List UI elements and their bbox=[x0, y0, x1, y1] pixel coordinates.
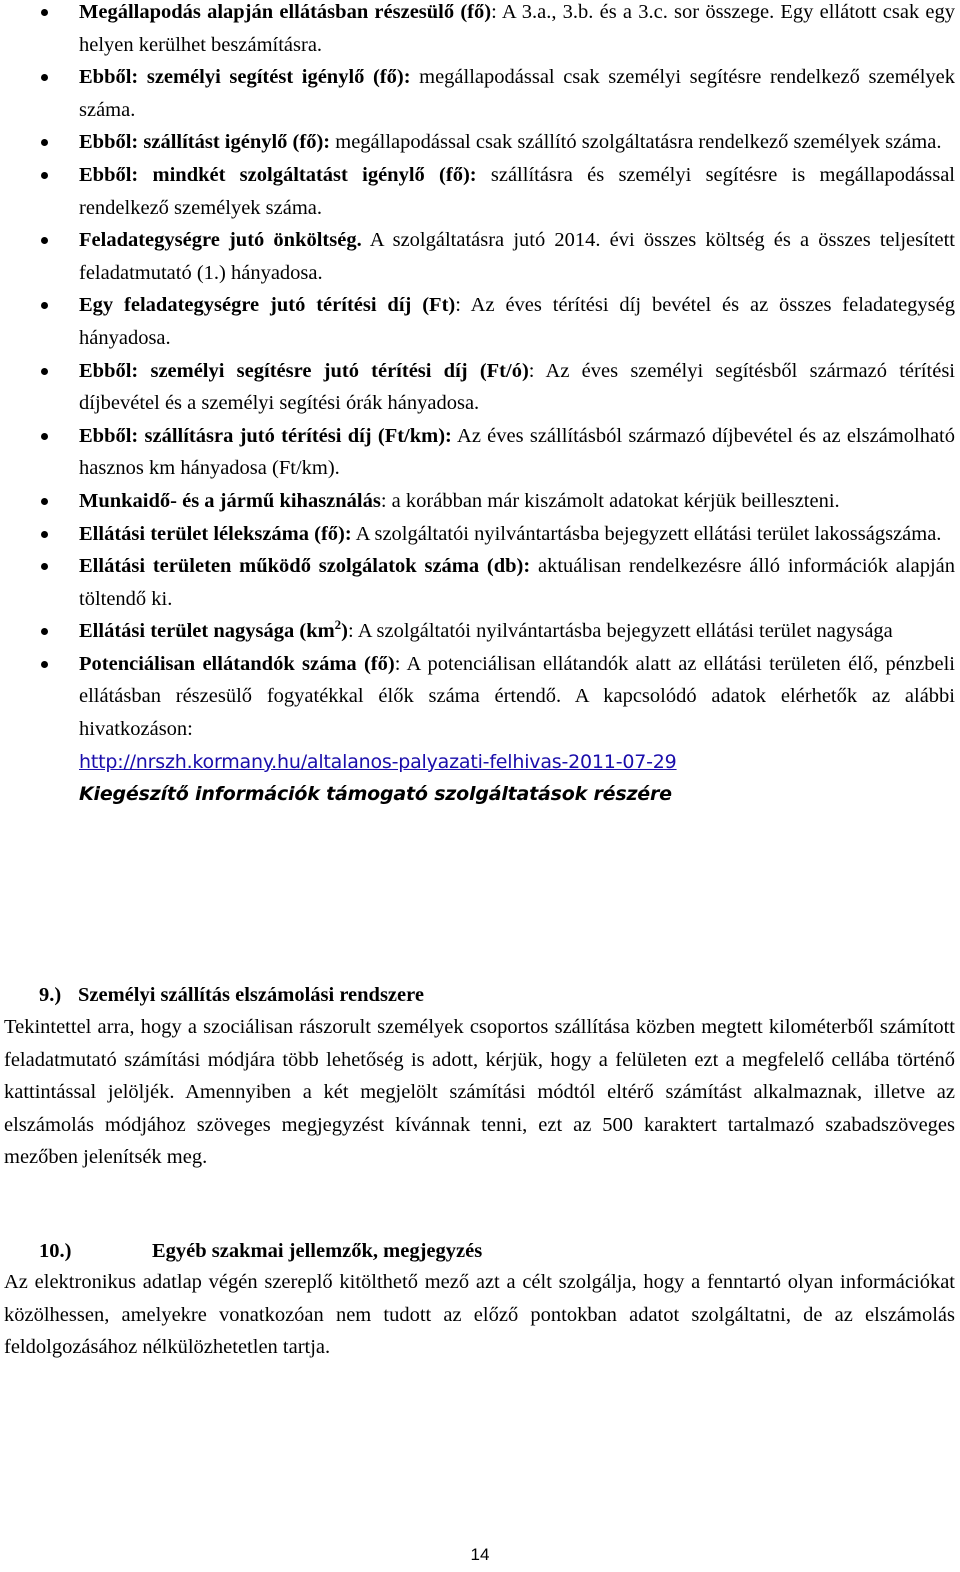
list-item bbox=[0, 159, 955, 224]
term-label: Egy feladategységre jutó térítési díj (Ft) bbox=[79, 294, 456, 317]
bullet-icon bbox=[41, 433, 48, 440]
bullet-icon bbox=[41, 302, 48, 309]
term-description: A szolgáltatói nyilvántartásba bejegyzett ellátási terület lakosságszáma. bbox=[351, 522, 942, 545]
reference-link[interactable]: http://nrszh.kormany.hu/altalanos-palyazati-felhivas-2011-07-29 bbox=[79, 750, 677, 773]
list-item bbox=[0, 355, 955, 420]
term-description: szállításra és személyi segítésre is megállapodással rendelkező személyek száma. bbox=[79, 163, 955, 219]
term-label: Potenciálisan ellátandók száma (fő) bbox=[79, 652, 395, 675]
list-item bbox=[0, 518, 955, 551]
bullet-icon bbox=[41, 661, 48, 668]
section-10-number: 10.) bbox=[39, 1240, 72, 1262]
bullet-icon bbox=[41, 74, 48, 81]
term-label: Ellátási területen működő szolgálatok száma (db): bbox=[79, 555, 531, 578]
bullet-icon bbox=[41, 628, 48, 635]
section-9-text: Tekintettel arra, hogy a szociálisan rászorult személyek csoportos szállítása közben megtett kilométerből számított feladatmutató számítási módjára több lehetőség is adott, kérjük, hogy a felületen ezt a megfelelő cellába történő kattintással jelöljék. Amennyiben a két megjelölt számítási módtól eltérő számítást alkalmaznak, illetve az elszámolás módjához szöveges megjegyzést kívánnak tenni, ezt az 500 karaktert tartalmazó szabadszöveges mezőben jelenítsék meg. bbox=[4, 1016, 955, 1169]
section-9-number: 9.) bbox=[39, 984, 62, 1006]
term-label: Munkaidő- és a jármű kihasználás bbox=[79, 489, 381, 512]
term-description: aktuálisan rendelkezésre álló információk alapján töltendő ki. bbox=[79, 555, 955, 610]
term-label: Ellátási terület nagysága (km bbox=[79, 620, 335, 643]
bullet-icon bbox=[41, 498, 48, 505]
list-item bbox=[0, 126, 955, 159]
term-label-close: ) bbox=[341, 620, 348, 643]
bullet-icon bbox=[41, 237, 48, 244]
bullet-icon bbox=[41, 531, 48, 538]
list-item bbox=[0, 0, 955, 61]
section-10-title: Egyéb szakmai jellemzők, megjegyzés bbox=[152, 1240, 483, 1262]
bullet-icon bbox=[41, 368, 48, 375]
list-item bbox=[0, 420, 955, 485]
term-label: Ebből: személyi segítést igénylő (fő): bbox=[79, 66, 411, 89]
term-description: : a korábban már kiszámolt adatokat kérjük beilleszteni. bbox=[380, 489, 840, 512]
bullet-icon bbox=[41, 9, 48, 16]
bullet-icon bbox=[41, 172, 48, 179]
supplementary-info-note: Kiegészítő információk támogató szolgáltatások részére bbox=[79, 783, 672, 806]
term-description: A szolgáltatásra jutó 2014. évi összes költség és a összes teljesített feladatmutató (1.) hányadosa. bbox=[79, 229, 955, 284]
term-description: megállapodással csak szállító szolgáltatásra rendelkező személyek száma. bbox=[330, 131, 942, 154]
superscript-2: 2 bbox=[334, 617, 342, 633]
term-description: : A 3.a., 3.b. és a 3.c. sor összege. Egy ellátott csak egy helyen kerülhet beszámításra. bbox=[79, 1, 956, 56]
term-label: Ebből: szállítást igénylő (fő): bbox=[79, 131, 331, 154]
term-description: : A potenciálisan ellátandók alatt az ellátási területen élő, pénzbeli ellátásban részesülő fogyatékkal élők száma értendő. A kapcsolódó adatok elérhetők az alábbi hivatkozáson: bbox=[79, 652, 955, 741]
list-item bbox=[0, 615, 955, 648]
term-label: Feladategységre jutó önköltség. bbox=[79, 229, 362, 252]
term-label: Ebből: személyi segítésre jutó térítési díj (Ft/ó) bbox=[79, 359, 529, 382]
list-item bbox=[0, 61, 955, 126]
term-description: : Az éves térítési díj bevétel és az összes feladategység hányadosa. bbox=[79, 294, 956, 349]
term-description: : A szolgáltatói nyilvántartásba bejegyzett ellátási terület nagysága bbox=[348, 620, 893, 643]
bullet-icon bbox=[41, 563, 48, 570]
bullet-icon bbox=[41, 139, 48, 146]
section-10-text: Az elektronikus adatlap végén szereplő kitölthető mező azt a célt szolgálja, hogy a fenntartó olyan információkat közölhessen, amelyekre vonatkozóan nem tudott az előző pontokban adatot szolgáltatni, de az elszámolás feldolgozásához nélkülözhetetlen tartja. bbox=[4, 1271, 955, 1359]
term-description: Az éves szállításból származó díjbevétel és az elszámolható hasznos km hányadosa (Ft/km). bbox=[79, 424, 955, 480]
term-label: Ellátási terület lélekszáma (fő): bbox=[79, 522, 352, 545]
term-description: megállapodással csak személyi segítésre rendelkező személyek száma. bbox=[79, 66, 955, 121]
term-label: Megállapodás alapján ellátásban részesülő (fő) bbox=[79, 1, 492, 23]
list-item bbox=[0, 550, 955, 615]
term-label: Ebből: szállításra jutó térítési díj (Ft/km): bbox=[79, 424, 452, 447]
page-number: 14 bbox=[470, 1545, 490, 1564]
list-item bbox=[0, 289, 955, 354]
list-item bbox=[0, 224, 955, 289]
term-label: Ebből: mindkét szolgáltatást igénylő (fő): bbox=[79, 163, 477, 186]
term-description: : Az éves személyi segítésből származó térítési díjbevétel és a személyi segítési órák hányadosa. bbox=[79, 359, 955, 415]
section-9-title: Személyi szállítás elszámolási rendszere bbox=[78, 984, 424, 1006]
list-item bbox=[0, 485, 955, 518]
list-item bbox=[0, 648, 955, 811]
